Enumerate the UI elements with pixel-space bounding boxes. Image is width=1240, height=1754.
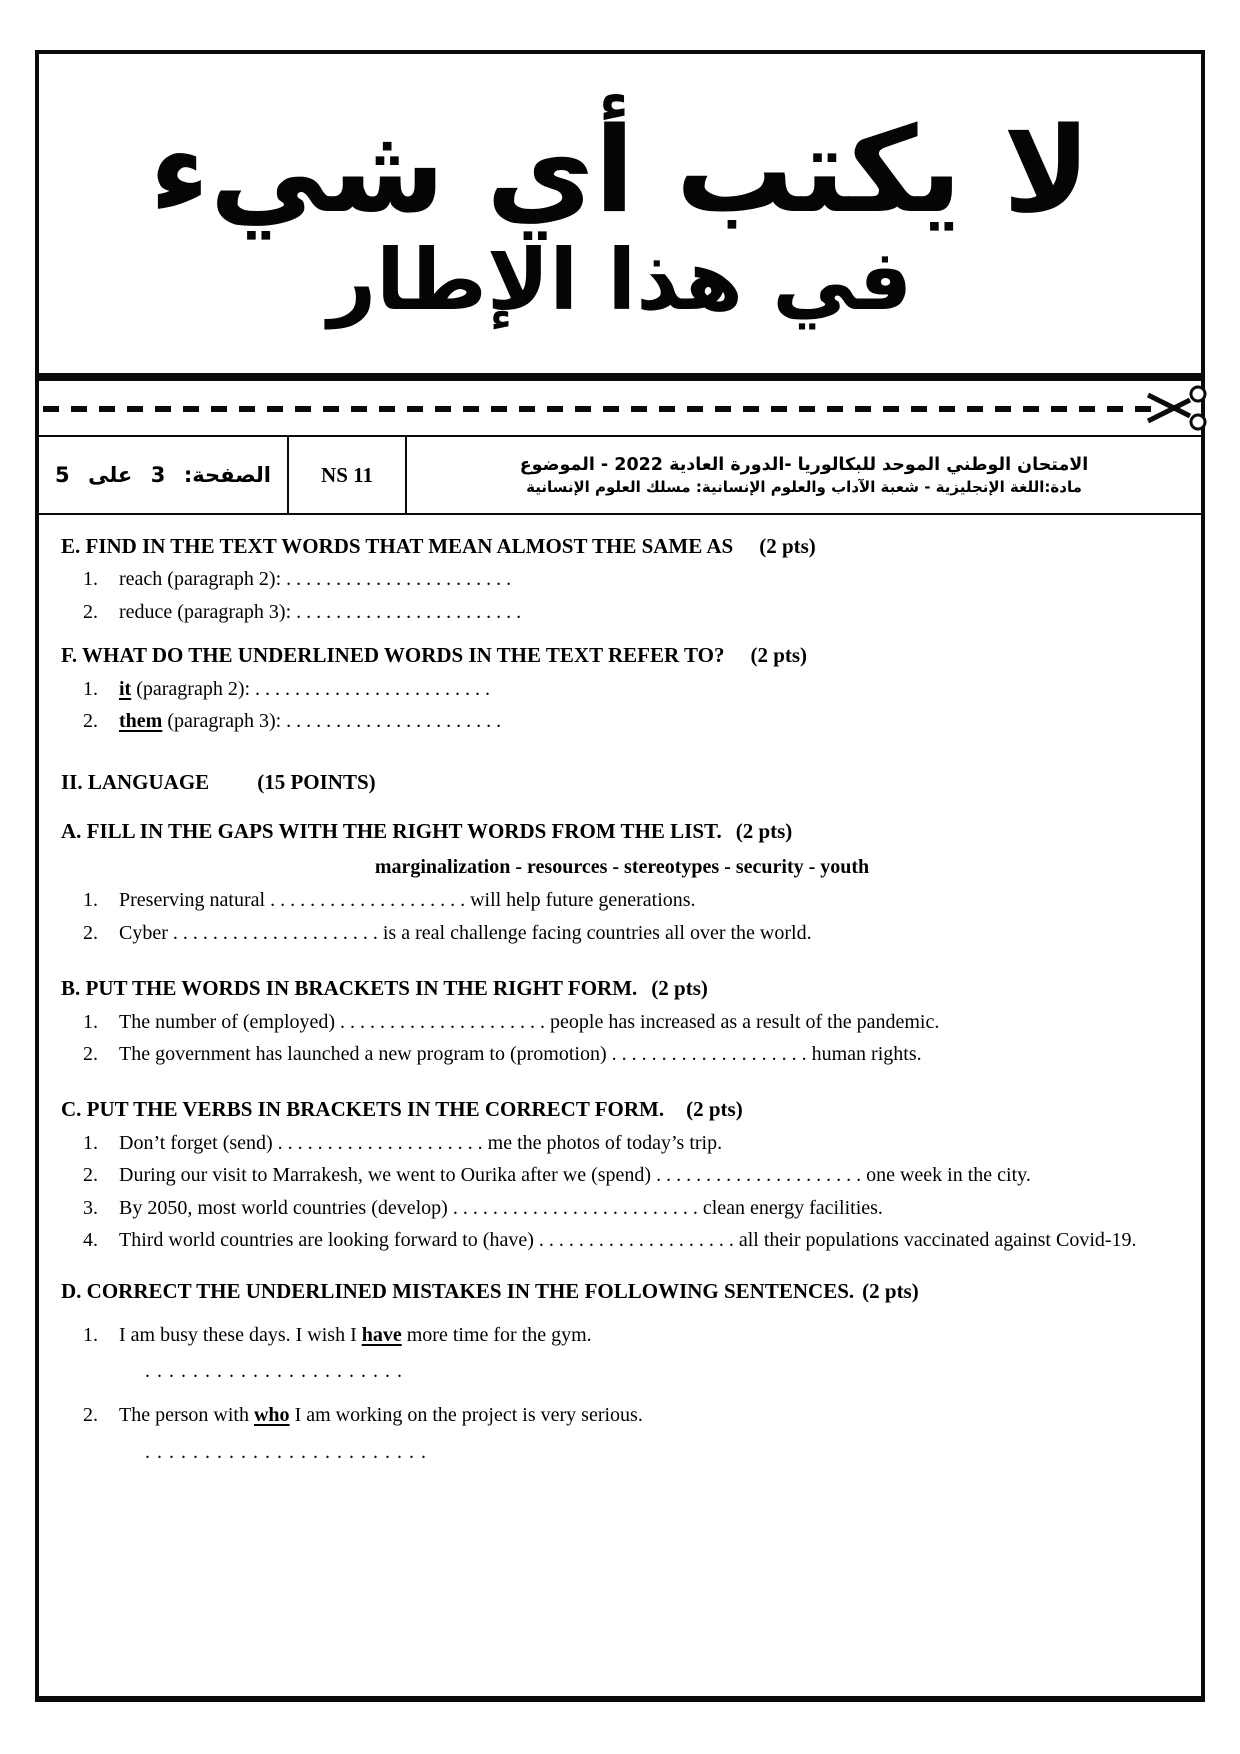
exam-header-table [39, 435, 1201, 515]
section-b-items [83, 1006, 1183, 1071]
list-item: 1. The number of (employed) . . . . . . . . . . . . . . . . . . . . . people has increased as a result of the pandemic. [83, 1010, 940, 1033]
section-a-title: A. FILL IN THE GAPS WITH THE RIGHT WORDS FROM THE LIST. (2 pts) [61, 816, 1183, 846]
no-write-line2: في هذا الإطار [327, 230, 913, 329]
section-d-items [83, 1319, 1183, 1468]
section-f-points: (2 pts) [750, 643, 808, 668]
section-b-points: (2 pts) [651, 976, 708, 1001]
underlined-word: have [361, 1323, 402, 1346]
exam-body [39, 515, 1201, 1696]
section-d-points: (2 pts) [862, 1279, 919, 1304]
exam-code-cell [289, 437, 407, 513]
section-b-title: B. PUT THE WORDS IN BRACKETS IN THE RIGHT FORM. (2 pts) [61, 973, 1183, 1003]
underlined-word: who [253, 1404, 290, 1427]
exam-code: NS 11 [321, 462, 373, 487]
section-c-items [83, 1127, 1183, 1257]
list-item: 1. I am busy these days. I wish I have more time for the gym. [83, 1323, 592, 1346]
underlined-word: them [119, 710, 163, 733]
exam-subject: مادة:اللغة الإنجليزية - شعبة الآداب والعلوم الإنسانية: مسلك العلوم الإنسانية [526, 478, 1082, 497]
list-item: 3. By 2050, most world countries (develop) . . . . . . . . . . . . . . . . . . . . . . . . . clean energy facilities. [83, 1196, 883, 1219]
answer-dots-line: . . . . . . . . . . . . . . . . . . . . . . . . [145, 1440, 427, 1463]
no-write-frame [39, 54, 1201, 381]
language-part-points: (15 POINTS) [257, 770, 376, 795]
list-item: 1. Preserving natural . . . . . . . . . . . . . . . . . . . . will help future generations. [83, 889, 696, 912]
word-list: marginalization - resources - stereotypes - security - youth [374, 856, 870, 879]
list-item: 2. The person with who I am working on the project is very serious. [83, 1404, 643, 1427]
no-write-line1: لا يكتب أي شيء [149, 100, 1091, 239]
page-of-word: على [88, 463, 133, 487]
section-a-points: (2 pts) [735, 818, 793, 843]
answer-dots-line: . . . . . . . . . . . . . . . . . . . . . . [145, 1360, 403, 1383]
list-item: 2. The government has launched a new program to (promotion) . . . . . . . . . . . . . . . . . . . . human rights. [83, 1042, 922, 1065]
exam-info-cell [407, 437, 1201, 513]
section-d-title: D. CORRECT THE UNDERLINED MISTAKES IN THE FOLLOWING SENTENCES. (2 pts) [61, 1276, 1183, 1306]
list-item: 1. reach (paragraph 2): . . . . . . . . . . . . . . . . . . . . . . . [83, 568, 512, 591]
list-item: 1. Don’t forget (send) . . . . . . . . . . . . . . . . . . . . . me the photos of today’s trip. [83, 1131, 723, 1154]
list-item: 2. them (paragraph 3): . . . . . . . . . . . . . . . . . . . . . . [83, 710, 502, 733]
section-f-title: F. WHAT DO THE UNDERLINED WORDS IN THE TEXT REFER TO? (2 pts) [61, 640, 1183, 670]
list-item: 2. reduce (paragraph 3): . . . . . . . . . . . . . . . . . . . . . . . [83, 600, 522, 623]
list-item: 1. it (paragraph 2): . . . . . . . . . . . . . . . . . . . . . . . . [83, 677, 491, 700]
page-outer-frame [35, 50, 1205, 1702]
page-label: الصفحة: [183, 463, 271, 487]
cut-dashed-line [43, 406, 1151, 412]
list-item: 2. During our visit to Marrakesh, we went to Ourika after we (spend) . . . . . . . . . . . . . . . . . . . . . one week in the city. [83, 1164, 1031, 1187]
section-f-items [83, 673, 1183, 738]
section-e-title: E. FIND IN THE TEXT WORDS THAT MEAN ALMOST THE SAME AS (2 pts) [61, 531, 1183, 561]
section-c-points: (2 pts) [686, 1097, 743, 1122]
list-item: 4. Third world countries are looking forward to (have) . . . . . . . . . . . . . . . . . . . . all their populations vaccinated against Covid-19. [83, 1228, 1137, 1251]
page-total: 5 [55, 463, 70, 487]
section-a-items [83, 884, 1183, 949]
language-part-title: II. LANGUAGE (15 POINTS) [61, 767, 1183, 797]
scissors-icon [1147, 385, 1209, 436]
section-c-title: C. PUT THE VERBS IN BRACKETS IN THE CORRECT FORM. (2 pts) [61, 1094, 1183, 1124]
section-e-items [83, 563, 1183, 628]
cut-strip [39, 381, 1201, 435]
list-item: 2. Cyber . . . . . . . . . . . . . . . . . . . . . is a real challenge facing countries all over the world. [83, 921, 812, 944]
underlined-word: it [119, 677, 132, 700]
page-info-cell [39, 437, 289, 513]
exam-title: الامتحان الوطني الموحد للبكالوريا -الدورة العادية 2022 - الموضوع [519, 455, 1089, 476]
page-current: 3 [150, 463, 166, 487]
section-e-points: (2 pts) [759, 534, 816, 558]
